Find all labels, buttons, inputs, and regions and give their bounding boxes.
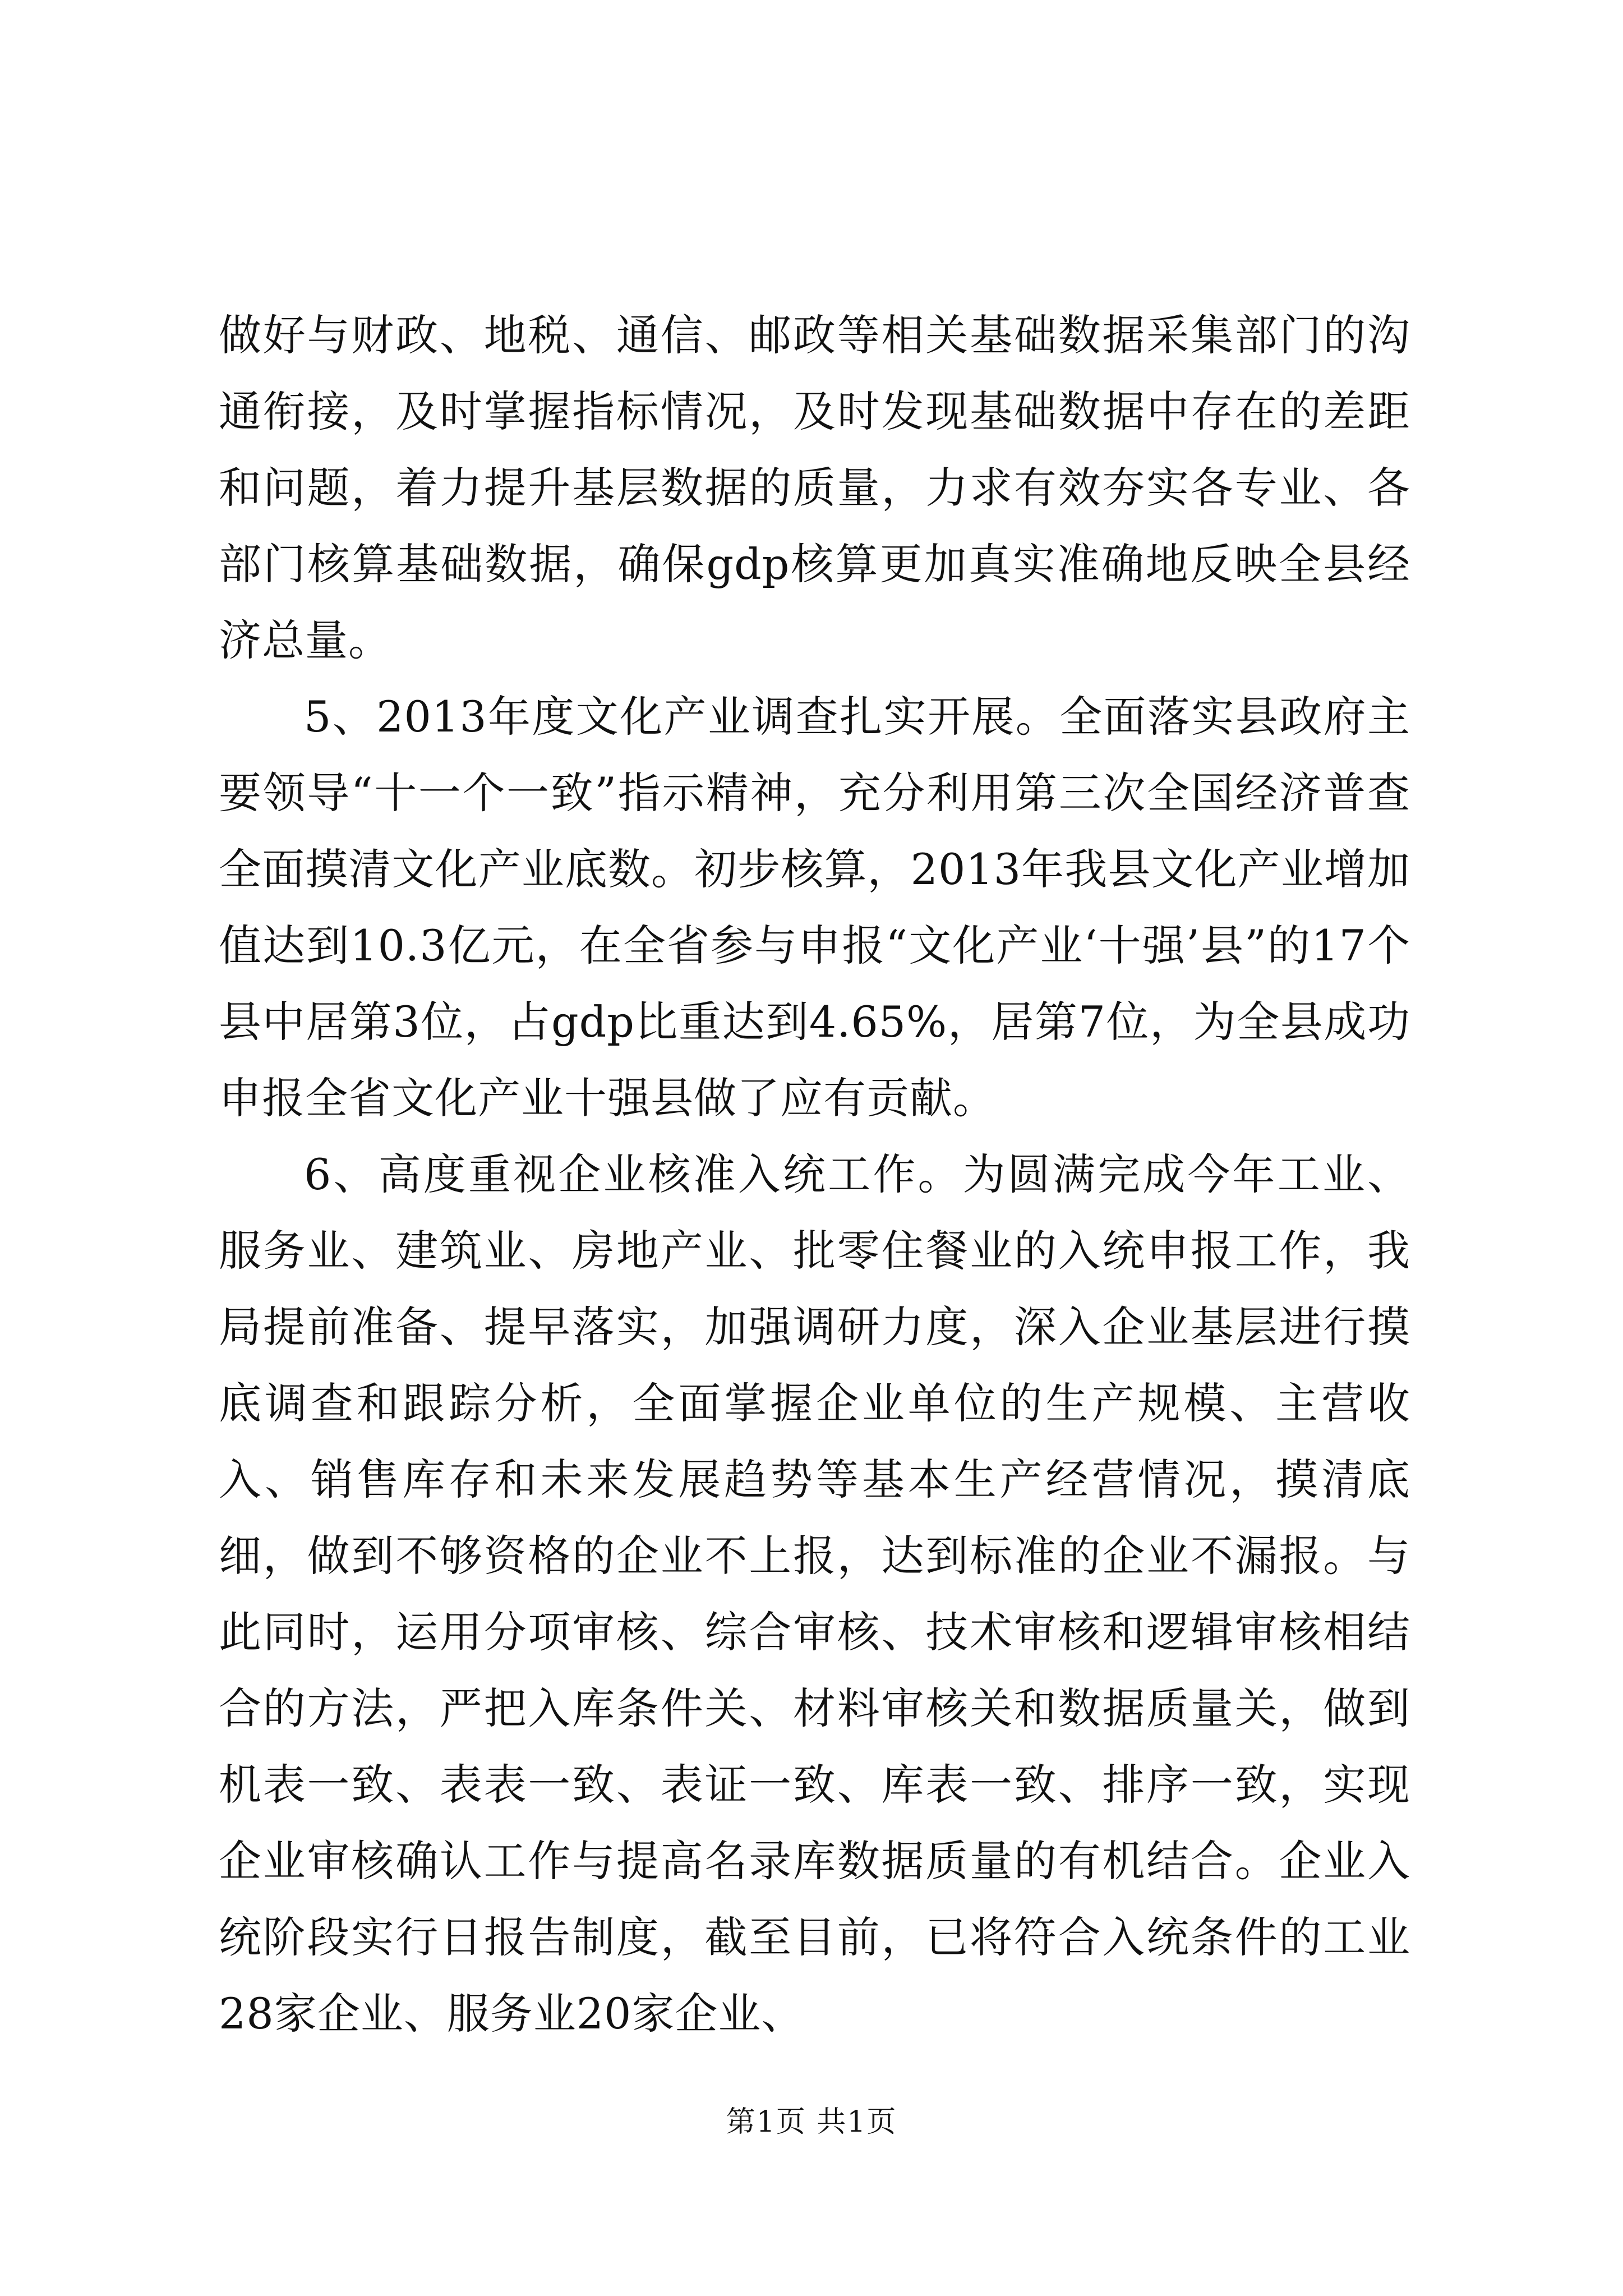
document-body: [219, 297, 1410, 2052]
page-number-label: 第1页 共1页: [726, 2105, 897, 2139]
paragraph-item-5: 5、2013年度文化产业调查扎实开展。全面落实县政府主要领导“十一个一致”指示精神，充分利用第三次全国经济普查全面摸清文化产业底数。初步核算，2013年我县文化产业增加值达到10.3亿元，在全省参与申报“文化产业‘十强’县”的17个县中居第3位，占gdp比重达到4.65%，居第7位，为全县成功申报全省文化产业十强县做了应有贡献。: [219, 692, 1410, 1123]
paragraph-item-6: 6、高度重视企业核准入统工作。为圆满完成今年工业、服务业、建筑业、房地产业、批零住餐业的入统申报工作，我局提前准备、提早落实，加强调研力度，深入企业基层进行摸底调查和跟踪分析，全面掌握企业单位的生产规模、主营收入、销售库存和未来发展趋势等基本生产经营情况，摸清底细，做到不够资格的企业不上报，达到标准的企业不漏报。与此同时，运用分项审核、综合审核、技术审核和逻辑审核相结合的方法，严把入库条件关、材料审核关和数据质量关，做到机表一致、表表一致、表证一致、库表一致、排序一致，实现企业审核确认工作与提高名录库数据质量的有机结合。企业入统阶段实行日报告制度，截至目前，已将符合入统条件的工业28家企业、服务业20家企业、: [219, 1149, 1410, 2039]
page-footer: [0, 2098, 1623, 2140]
paragraph-continued: 做好与财政、地税、通信、邮政等相关基础数据采集部门的沟通衔接，及时掌握指标情况，及时发现基础数据中存在的差距和问题，着力提升基层数据的质量，力求有效夯实各专业、各部门核算基础数据，确保gdp核算更加真实准确地反映全县经济总量。: [219, 310, 1410, 665]
